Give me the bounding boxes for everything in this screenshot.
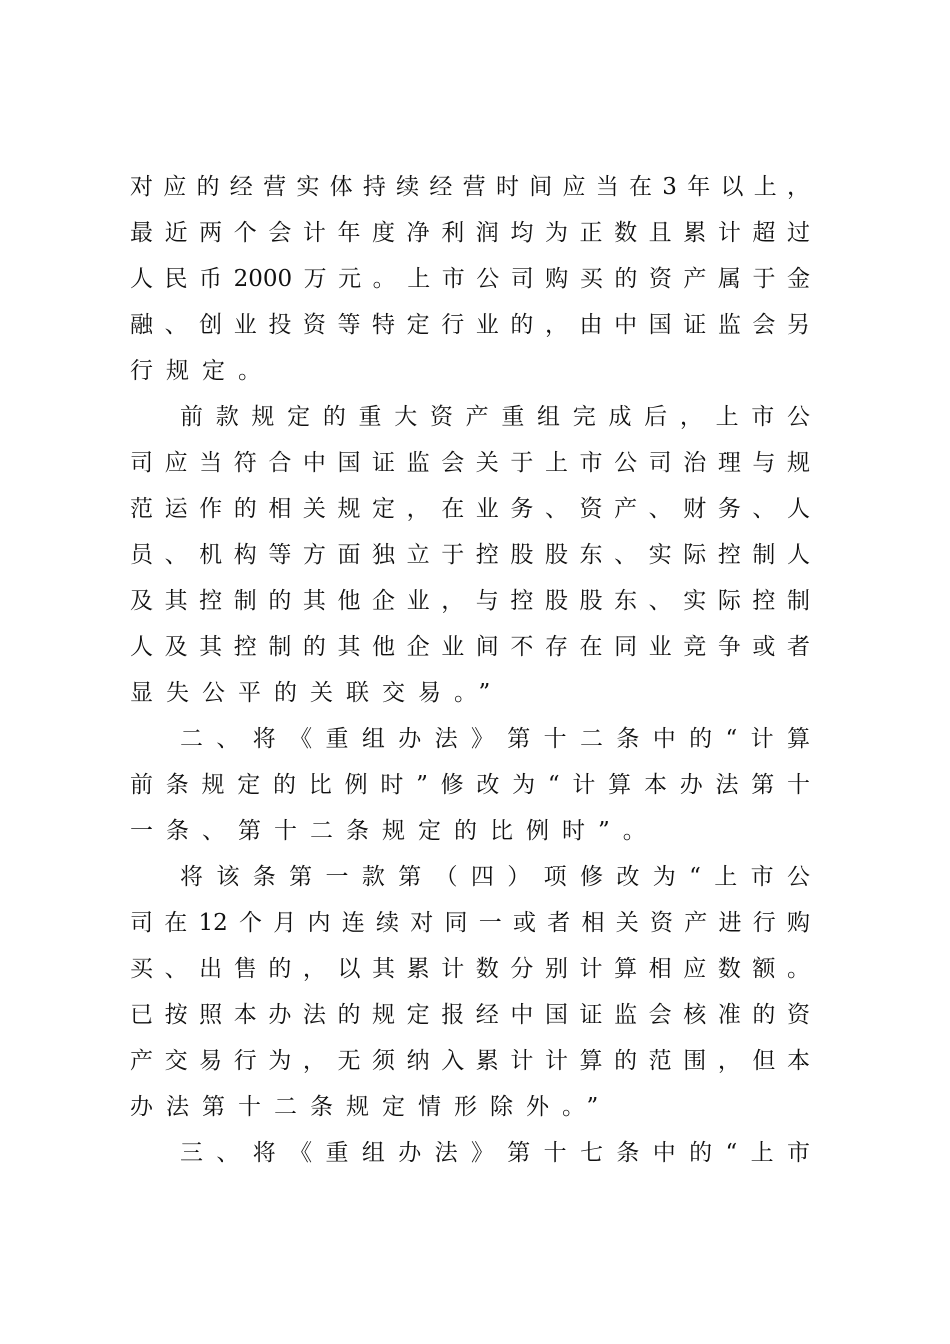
document-body [130, 164, 820, 1176]
text-line: 人及其控制的其他企业间不存在同业竞争或者 [130, 634, 810, 660]
paragraph [130, 1130, 820, 1176]
text-line: 范运作的相关规定，在业务、资产、财务、人 [130, 496, 810, 522]
text-line: 人民币2000万元。上市公司购买的资产属于金 [130, 266, 810, 292]
text-line: 前条规定的比例时”修改为“计算本办法第十 [130, 772, 810, 798]
text-line: 产交易行为，无须纳入累计计算的范围，但本 [130, 1048, 810, 1074]
paragraph [130, 164, 820, 394]
text-line: 已按照本办法的规定报经中国证监会核准的资 [130, 1002, 810, 1028]
text-line: 及其控制的其他企业，与控股股东、实际控制 [130, 588, 810, 614]
text-line: 买、出售的，以其累计数分别计算相应数额。 [130, 956, 810, 982]
text-line: 融、创业投资等特定行业的，由中国证监会另 [130, 312, 810, 338]
text-line: 一条、第十二条规定的比例时”。 [130, 818, 659, 844]
text-line: 前款规定的重大资产重组完成后，上市公 [180, 404, 810, 430]
text-line: 员、机构等方面独立于控股股东、实际控制人 [130, 542, 810, 568]
text-line: 行规定。 [130, 358, 274, 384]
text-line: 最近两个会计年度净利润均为正数且累计超过 [130, 220, 810, 246]
text-line: 二、将《重组办法》第十二条中的“计算 [180, 726, 810, 752]
paragraph [130, 854, 820, 1130]
text-line: 将该条第一款第（四）项修改为“上市公 [180, 864, 810, 890]
text-line: 司应当符合中国证监会关于上市公司治理与规 [130, 450, 810, 476]
paragraph [130, 716, 820, 854]
text-line: 办法第十二条规定情形除外。” [130, 1094, 612, 1120]
text-line: 三、将《重组办法》第十七条中的“上市 [180, 1140, 810, 1166]
text-line: 显失公平的关联交易。” [130, 680, 504, 706]
text-line: 司在12个月内连续对同一或者相关资产进行购 [130, 910, 810, 936]
paragraph [130, 394, 820, 716]
text-line: 对应的经营实体持续经营时间应当在3年以上， [130, 174, 810, 200]
